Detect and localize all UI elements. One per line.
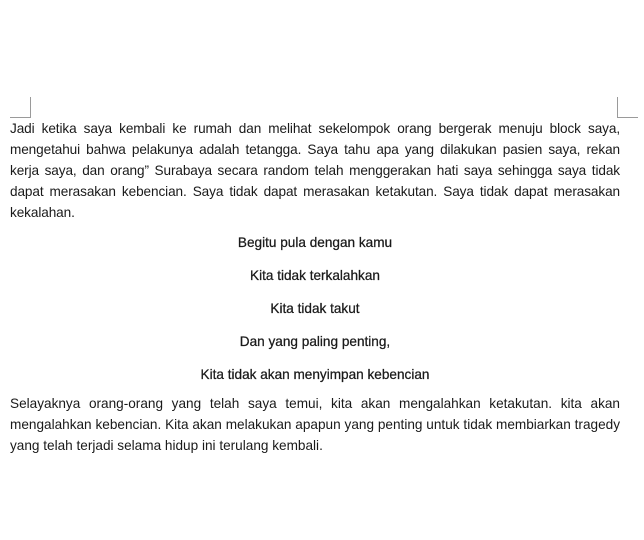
paragraph-1: Jadi ketika saya kembali ke rumah dan melihat sekelompok orang bergerak menuju block saya, mengetahui bahwa pelakunya adalah tetangga. Saya tahu apa yang dilakukan pasien saya, rekan kerja saya, dan orang” Surabaya secara random telah menggerakan hati saya sehingga saya tidak dapat merasakan kebencian. Saya tidak dapat merasakan ketakutan. Saya tidak dapat merasakan kekalahan. xyxy=(10,121,620,221)
paragraph-2: Selayaknya orang-orang yang telah saya temui, kita akan mengalahkan ketakutan. kita akan mengalahkan kebencian. Kita akan melakukan apapun yang penting untuk tidak membiarkan tragedy yang telah terjadi selama hidup ini terulang kembali. xyxy=(10,395,620,453)
centered-line-2: Kita tidak terkalahkan xyxy=(250,268,380,284)
centered-line-3: Kita tidak takut xyxy=(270,301,360,317)
centered-verse xyxy=(10,232,620,384)
left-margin-crop-mark xyxy=(10,97,31,118)
centered-line-1: Begitu pula dengan kamu xyxy=(237,235,393,251)
centered-line-4: Dan yang paling penting, xyxy=(239,333,391,349)
document-body[interactable] xyxy=(10,118,620,456)
right-margin-crop-mark xyxy=(617,97,638,118)
centered-line-5: Kita tidak akan menyimpan kebencian xyxy=(200,366,430,382)
